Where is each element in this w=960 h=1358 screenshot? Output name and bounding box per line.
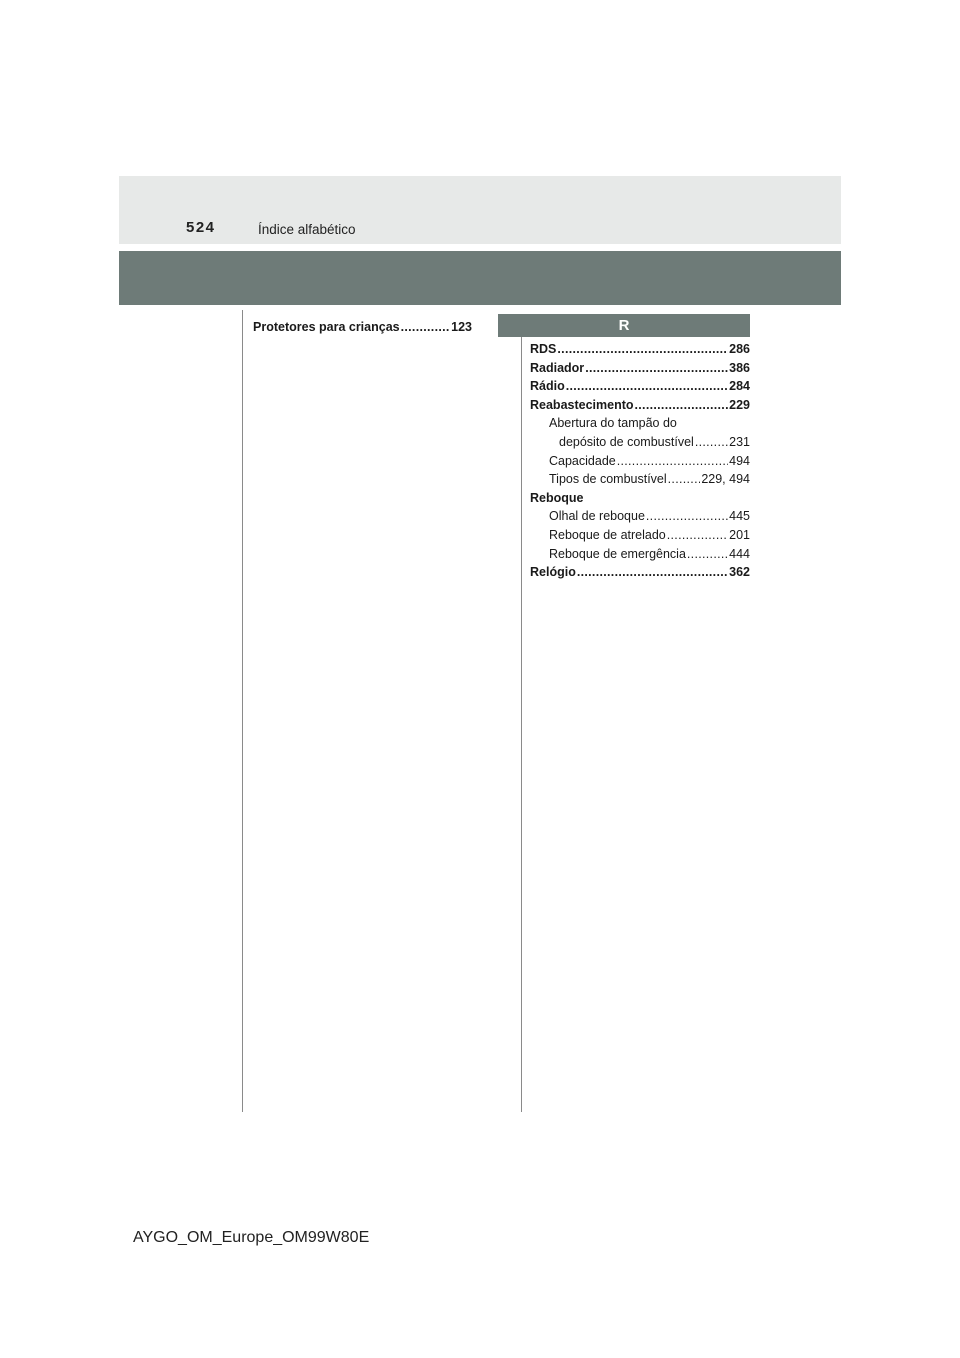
index-entry-radio[interactable] bbox=[530, 377, 750, 396]
entry-label: RDS bbox=[530, 342, 557, 356]
index-entry-reboque: Reboque bbox=[530, 490, 584, 505]
index-subentry-capacidade[interactable] bbox=[530, 452, 750, 471]
entry-label: Radiador bbox=[530, 360, 585, 375]
entry-page: 286 bbox=[729, 342, 750, 356]
dot-leader bbox=[667, 526, 728, 545]
index-subentry-abertura[interactable] bbox=[530, 433, 750, 452]
dot-leader bbox=[687, 545, 728, 564]
entry-label: Rádio bbox=[530, 379, 565, 394]
dot-leader bbox=[635, 396, 729, 415]
dot-leader bbox=[577, 563, 728, 582]
entry-label: depósito de combustível bbox=[559, 434, 694, 449]
dot-leader bbox=[695, 433, 728, 452]
index-entry-protetores[interactable] bbox=[253, 318, 472, 337]
entry-label: Olhal de reboque bbox=[549, 509, 645, 524]
entry-page: 229 bbox=[729, 397, 750, 412]
index-subentry-olhal[interactable] bbox=[530, 507, 750, 526]
entry-label: Relógio bbox=[530, 565, 576, 580]
dot-leader bbox=[557, 340, 728, 359]
entry-page: 231 bbox=[729, 434, 750, 449]
page-number: 524 bbox=[186, 219, 216, 236]
entry-label: Reabastecimento bbox=[530, 397, 634, 412]
header-band bbox=[119, 251, 841, 305]
dot-leader bbox=[668, 470, 701, 489]
dot-leader bbox=[617, 452, 728, 471]
dot-leader bbox=[401, 318, 451, 337]
index-column-r bbox=[530, 340, 750, 582]
page-header bbox=[119, 176, 841, 244]
dot-leader bbox=[585, 359, 728, 378]
index-entry-reabastecimento[interactable] bbox=[530, 396, 750, 415]
entry-page: 444 bbox=[729, 546, 750, 561]
entry-page: 386 bbox=[729, 360, 750, 375]
entry-page: 229, 494 bbox=[701, 472, 750, 487]
index-entry-rds[interactable] bbox=[530, 340, 750, 359]
entry-label: Reboque de atrelado bbox=[549, 527, 666, 542]
index-entry-relogio[interactable] bbox=[530, 563, 750, 582]
entry-label: Tipos de combustível bbox=[549, 472, 667, 487]
section-title: Índice alfabético bbox=[258, 222, 356, 237]
entry-page: 362 bbox=[729, 565, 750, 580]
entry-label: Reboque de emergência bbox=[549, 546, 686, 561]
entry-page: 445 bbox=[729, 509, 750, 524]
document-id: AYGO_OM_Europe_OM99W80E bbox=[133, 1229, 370, 1246]
column-divider-left bbox=[242, 310, 243, 1112]
entry-page: 284 bbox=[729, 379, 750, 394]
index-subentry-tipos[interactable] bbox=[530, 470, 750, 489]
index-subentry-atrelado[interactable] bbox=[530, 526, 750, 545]
index-subentry-emergencia[interactable] bbox=[530, 545, 750, 564]
entry-label: Protetores para crianças bbox=[253, 320, 400, 334]
column-divider-middle bbox=[521, 318, 522, 1112]
index-subentry-abertura-line1: Abertura do tampão do bbox=[549, 416, 677, 431]
entry-label: Capacidade bbox=[549, 453, 616, 468]
dot-leader bbox=[646, 507, 728, 526]
dot-leader bbox=[566, 377, 728, 396]
entry-page: 201 bbox=[729, 527, 750, 542]
entry-page: 494 bbox=[729, 453, 750, 468]
letter-heading: R bbox=[498, 314, 750, 337]
index-entry-radiador[interactable] bbox=[530, 359, 750, 378]
entry-page: 123 bbox=[451, 320, 472, 334]
